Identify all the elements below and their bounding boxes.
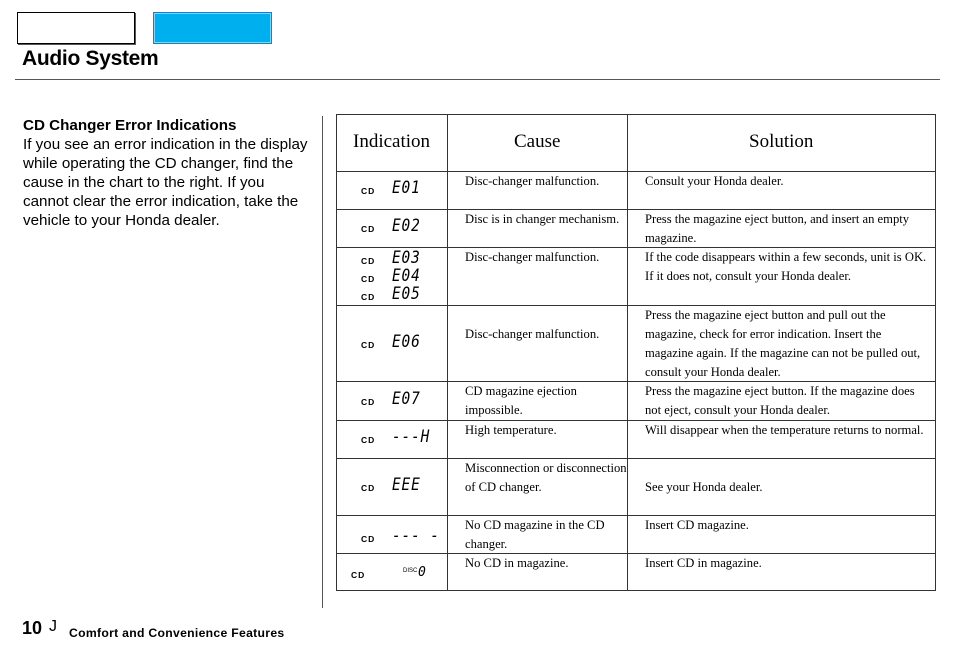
cd-label: CD: [361, 292, 376, 302]
cause-cell: No CD magazine in the CD changer.: [465, 518, 605, 551]
error-code: EEE: [392, 475, 421, 495]
error-code: E05: [392, 284, 421, 304]
error-code: E02: [392, 216, 421, 236]
error-code: E07: [392, 389, 421, 409]
indication-code: [337, 218, 465, 237]
indication-code: [337, 391, 465, 410]
error-code: E06: [392, 332, 421, 352]
indication-code: [337, 180, 465, 199]
cd-label: CD: [361, 274, 376, 284]
solution-cell: Press the magazine eject button and pull out the magazine, check for error indication. Insert the magazine again. If the magazine can not be pulled out, consult your Honda dealer.: [645, 308, 921, 379]
cd-label: CD: [361, 224, 376, 234]
error-code: E01: [392, 178, 421, 198]
section-heading: CD Changer Error Indications: [23, 117, 237, 134]
indication-code: [337, 334, 465, 353]
title-divider: [15, 79, 940, 80]
disc-label: DISC: [403, 568, 418, 574]
nav-button-highlighted[interactable]: [153, 12, 272, 44]
header-solution: Solution: [749, 131, 814, 152]
solution-cell: Press the magazine eject button, and insert an empty magazine.: [645, 212, 910, 245]
table-row: [337, 306, 935, 382]
table-row: [337, 554, 935, 590]
solution-cell: Insert CD in magazine.: [645, 556, 762, 570]
cause-cell: Misconnection or disconnection of CD changer.: [465, 461, 627, 494]
header-cause: Cause: [514, 131, 561, 152]
error-code: ---H: [392, 427, 431, 447]
page-marker: J: [49, 618, 57, 635]
error-code: E03: [392, 248, 421, 268]
cd-label: CD: [351, 570, 366, 580]
cause-cell: CD magazine ejection impossible.: [465, 384, 577, 417]
cause-cell: Disc-changer malfunction.: [465, 250, 600, 264]
cd-label: CD: [361, 340, 376, 350]
intro-text: [23, 116, 313, 230]
table-row: [337, 421, 935, 459]
solution-cell: Press the magazine eject button. If the magazine does not eject, consult your Honda dealer.: [645, 384, 915, 417]
solution-cell: Consult your Honda dealer.: [645, 174, 784, 188]
disc-number: 0: [418, 565, 426, 580]
table-row: [337, 516, 935, 554]
solution-cell: See your Honda dealer.: [645, 480, 763, 494]
cd-label: CD: [361, 186, 376, 196]
page-title: Audio System: [22, 47, 159, 70]
cause-cell: Disc-changer malfunction.: [465, 174, 600, 188]
table-row: [337, 382, 935, 421]
cd-label: CD: [361, 534, 376, 544]
indication-code: [327, 564, 455, 583]
section-body: If you see an error indication in the display while operating the CD changer, find the cause in the chart to the right. If you cannot clear the error indication, take the vehicle to your Honda dealer.: [23, 136, 308, 229]
cd-label: CD: [361, 483, 376, 493]
indication-code: [337, 528, 465, 547]
table-header-row: [337, 115, 935, 172]
error-code: E04: [392, 266, 421, 286]
nav-button-blank[interactable]: [17, 12, 135, 44]
indication-code: [337, 429, 465, 448]
solution-cell: Insert CD magazine.: [645, 518, 749, 532]
solution-cell: If the code disappears within a few seconds, unit is OK. If it does not, consult your Honda dealer.: [645, 250, 927, 283]
indication-code: [337, 477, 465, 496]
solution-cell: Will disappear when the temperature returns to normal.: [645, 423, 924, 437]
table-row: [337, 248, 935, 306]
cause-cell: Disc-changer malfunction.: [465, 327, 600, 341]
error-code: --- -: [392, 526, 440, 546]
cause-cell: Disc is in changer mechanism.: [465, 212, 620, 226]
column-divider: [322, 116, 323, 608]
cause-cell: High temperature.: [465, 423, 557, 437]
cd-label: CD: [361, 435, 376, 445]
table-row: [337, 172, 935, 210]
table-row: [337, 210, 935, 248]
indication-code: [337, 286, 465, 305]
cd-label: CD: [361, 256, 376, 266]
error-table: [336, 114, 936, 591]
table-row: [337, 459, 935, 516]
page-number: 10: [22, 618, 43, 638]
header-indication: Indication: [353, 131, 431, 152]
cause-cell: No CD in magazine.: [465, 556, 569, 570]
cd-label: CD: [361, 397, 376, 407]
section-name: Comfort and Convenience Features: [69, 626, 285, 640]
